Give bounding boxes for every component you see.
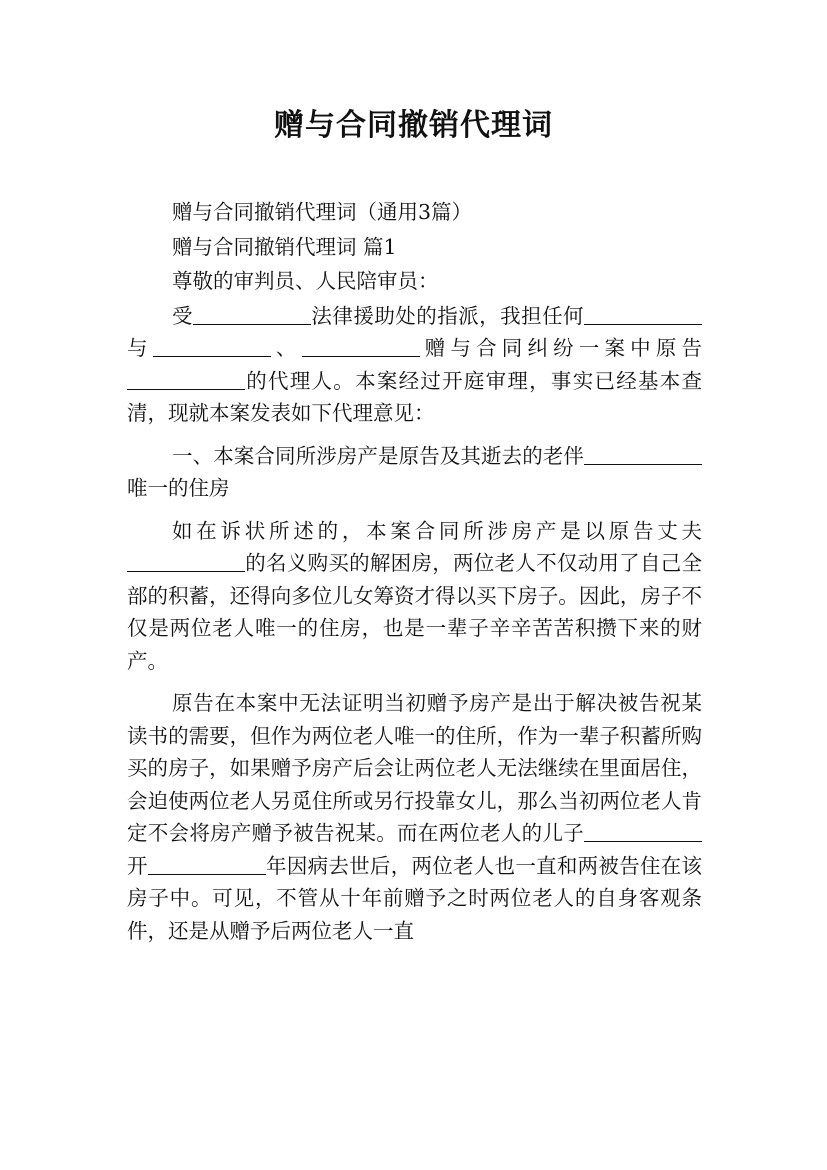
blank-field bbox=[584, 302, 702, 325]
section-heading: 赠与合同撤销代理词 篇1 bbox=[172, 234, 397, 259]
h1-text-a: 一、本案合同所涉房产是原告及其逝去的老伴 bbox=[172, 443, 584, 468]
heading-1 bbox=[127, 440, 702, 505]
blank-field bbox=[153, 334, 271, 357]
blank-field bbox=[127, 549, 245, 572]
p1-text-c: 与 bbox=[127, 336, 153, 360]
p3-text-b: 开 bbox=[127, 853, 148, 878]
blank-field bbox=[193, 302, 311, 325]
p3-text-c: 年因病去世后，两位老人也一直和两被告住在该房子中。可见，不管从十年前赠予之时两位老人的自身客观条件，还是从赠予后两位老人一直 bbox=[127, 853, 703, 943]
p1-text-a: 受 bbox=[172, 303, 193, 328]
document-body bbox=[127, 196, 702, 947]
blank-field bbox=[148, 852, 266, 875]
p1-text-f: 的代理人。本案经过开庭审理，事实已经基本查清，现就本案发表如下代理意见： bbox=[127, 368, 702, 425]
p3-text-a: 原告在本案中无法证明当初赠予房产是出于解决被告祝某读书的需要，但作为两位老人唯一的住所，作为一辈子积蓄所购买的房子，如果赠予房产后会让两位老人无法继续在里面居住，会迫使两位老人另觅住所或另行投靠女儿，那么当初两位老人肯定不会将房产赠予被告祝某。而在两位老人的儿子 bbox=[127, 691, 702, 845]
h1-text-b: 唯一的住房 bbox=[127, 476, 230, 500]
salutation: 尊敬的审判员、人民陪审员： bbox=[172, 269, 439, 293]
blank-field bbox=[584, 442, 702, 465]
p2-text-a: 如在诉状所述的，本案合同所涉房产是以原告丈夫 bbox=[172, 518, 702, 543]
subtitle-line: 赠与合同撤销代理词（通用3篇） bbox=[172, 200, 473, 224]
paragraph-3 bbox=[127, 687, 702, 947]
p2-text-b: 的名义购买的解困房，两位老人不仅动用了自己全部的积蓄，还得向多位儿女筹资才得以买下房子。因此，房子不仅是两位老人唯一的住房，也是一辈子辛辛苦苦积攒下来的财产。 bbox=[127, 551, 702, 673]
document-title: 赠与合同撤销代理词 bbox=[274, 108, 553, 143]
paragraph-2 bbox=[127, 515, 702, 678]
p1-text-d: 、 bbox=[270, 336, 302, 360]
blank-field bbox=[302, 334, 420, 357]
p1-text-b: 法律援助处的指派，我担任何 bbox=[310, 303, 585, 328]
blank-field bbox=[127, 367, 245, 390]
paragraph-1 bbox=[127, 300, 702, 430]
blank-field bbox=[584, 819, 702, 842]
p1-text-e: 赠与合同纠纷一案中原告 bbox=[419, 336, 703, 360]
